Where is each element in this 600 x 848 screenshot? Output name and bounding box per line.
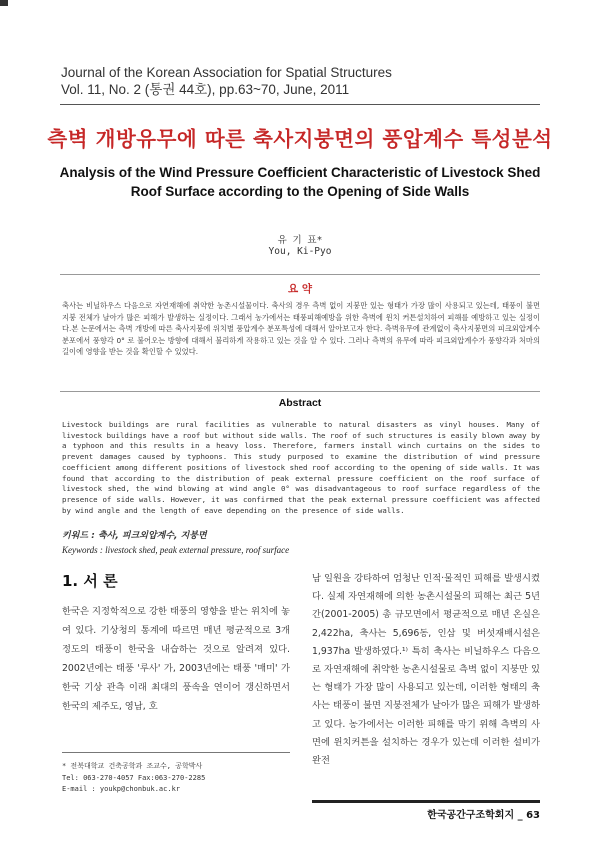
journal-volume: Vol. 11, No. 2 (통권 44호), pp.63~70, June, 2011 (61, 82, 350, 97)
footnote-email: E-mail : youkp@chonbuk.ac.kr (62, 785, 181, 793)
abstract-heading: Abstract (278, 397, 322, 409)
footnote-phone: Tel: 063-270-4057 Fax:063-270-2285 (62, 773, 206, 782)
abstract-rule (60, 391, 540, 392)
footer-rule (312, 800, 540, 803)
journal-name: Journal of the Korean Association for Spatial Structures (61, 65, 392, 80)
summary-heading: 요 약 (288, 283, 312, 295)
footnote (62, 761, 290, 796)
journal-header (61, 64, 392, 98)
corner-mark (0, 0, 8, 6)
footnote-rule (62, 752, 290, 753)
header-rule (60, 104, 540, 105)
title-english-line2: Roof Surface according to the Opening of Side Walls (130, 184, 470, 199)
page-footer: 한국공간구조학회지 _ 63 (427, 810, 540, 821)
body-right-column: 남 일원을 강타하여 엄청난 인적·물적인 피해를 발생시켰다. 실제 자연재해에 의한 농촌시설물의 피해는 최근 5년간(2001-2005) 총 규모면에서 평균적으로 매년 온실은 2,422ha, 축사는 5,696동, 인삼 및 버섯재배시설은 1,937ha 발생하였다.¹⁾ 특히 축사는 비닐하우스 다음으로 자연재해에 취약한 농촌시설물로 측벽 없이 지붕만 있는 형태가 가장 많이 사용되고 있는데, 이러한 형태의 축사는 태풍이 불면 지붕전체가 날아가 많은 피해가 발생하고 있다. 농가에서는 이러한 피해를 막기 위해 측벽의 사면에 윈치커튼을 설치하는 경우가 있는데 이러한 설비가 완전 (312, 573, 540, 767)
author-english: You, Ki-Pyo (268, 246, 332, 257)
title-english (0, 163, 600, 201)
keywords-korean: 키워드 : 축사, 피크외압계수, 지붕면 (62, 531, 207, 541)
section-heading: 1. 서 론 (62, 572, 118, 590)
abstract-text: Livestock buildings are rural facilities as vulnerable to natural disasters as vinyl houses. Many of livestock buildings have a roof but without side walls. The roof of such structures is easily blown away by a typhoon and this results in a heavy loss. Therefore, farmers install winch curtains on the sides to prevent damages caused by typhoons. This study purposed to examine the distribution of wind pressure coefficient among different positions of livestock shed roof according to the opening of side walls. It was found that according to the distribution of peak external pressure coefficient on the roof surface of livestock shed, the wind blowing at wind angle 0° was disadvantageous to roof surface regardless of the presence of side walls. However, it was confirmed that the peak external pressure coefficient was affected by wind angle and the length of eave depending on the presence of side walls. (62, 420, 540, 515)
title-english-line1: Analysis of the Wind Pressure Coefficient Characteristic of Livestock Shed (59, 165, 541, 180)
body-left-column: 한국은 지정학적으로 강한 태풍의 영향을 받는 위치에 놓여 있다. 기상청의 통계에 따르면 매년 평균적으로 3개 정도의 태풍이 한국을 내습하는 것으로 알려져 있다. 2002년에는 태풍 '루사' 가, 2003년에는 태풍 '매미' 가 한국 기상 관측 이래 최대의 풍속을 연이어 갱신하면서 한국의 제주도, 영남, 호 (62, 606, 290, 713)
summary-text: 축사는 비닐하우스 다음으로 자연재해에 취약한 농촌시설물이다. 축사의 경우 측벽 없이 지붕만 있는 형태가 가장 많이 사용되고 있는데, 태풍이 불면 지붕 전체가 날아가 많은 피해가 발생하는 실정이다. 그래서 농가에서는 태풍피해예방을 위한 측벽에 윈치 커튼설치하여 피해를 예방하고 있는 실정이다.본 논문에서는 측벽 개방에 따른 축사지붕에 위치별 풍압계수 분포특성에 대해서 알아보고자 한다. 측벽유무에 관계없이 축사지붕면의 피크외압계수분포에서 풍향각 0° 로 불어오는 방향에 대해서 불리하게 작용하고 있는 것을 알 수 있다. 그러나 측벽의 유무에 따라 피크외압계수가 풍향각과 처마의 길이에 영향을 받는 것을 확인할 수 있었다. (62, 301, 540, 356)
summary-rule (60, 274, 540, 275)
author-korean: 유 기 표* (277, 235, 323, 246)
title-korean: 측벽 개방유무에 따른 축사지붕면의 풍압계수 특성분석 (47, 127, 553, 151)
keywords-english: Keywords : livestock shed, peak external pressure, roof surface (62, 545, 290, 555)
footnote-affiliation: * 전북대학교 건축공학과 조교수, 공학박사 (62, 762, 203, 770)
